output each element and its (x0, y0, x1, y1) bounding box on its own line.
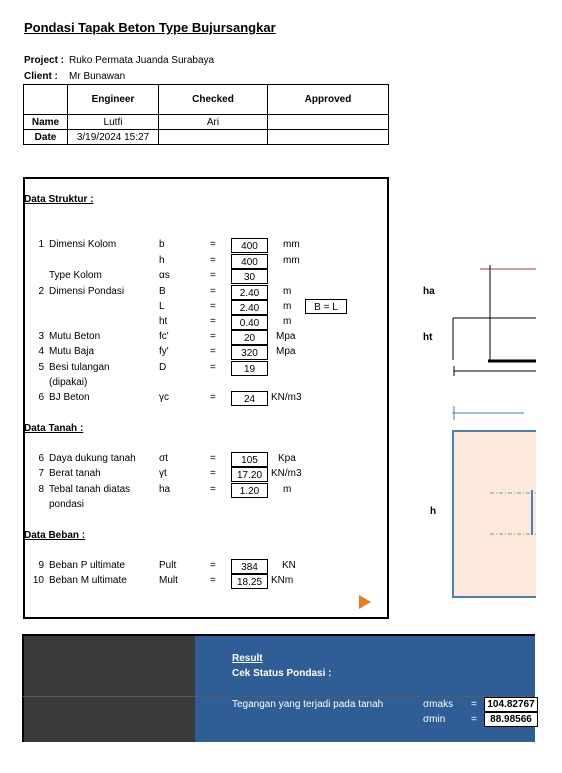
row-value-input[interactable]: 1.20 (231, 483, 268, 498)
row-symbol: αs (159, 270, 170, 281)
page-title: Pondasi Tapak Beton Type Bujursangkar (24, 20, 276, 35)
row-symbol: B (159, 286, 166, 297)
row-unit: KN (282, 560, 296, 571)
row-number: 6 (38, 453, 44, 464)
section-beban: Data Beban : (24, 530, 86, 541)
row-value-input[interactable]: 320 (231, 345, 268, 360)
row-equals: = (210, 560, 216, 571)
row-equals: = (210, 575, 216, 586)
row-unit: KN/m3 (271, 468, 302, 479)
row-unit: Mpa (276, 331, 296, 342)
row-value-input[interactable]: 2.40 (231, 285, 268, 300)
label-ht: ht (423, 332, 433, 343)
row-number: 7 (38, 468, 44, 479)
row-equals: = (210, 484, 216, 495)
result-title: Result (232, 653, 263, 664)
row-equals: = (210, 362, 216, 373)
row-label: Beban P ultimate (49, 560, 125, 571)
row-value-input[interactable]: 18.25 (231, 574, 268, 589)
smax-label: σmaks (423, 699, 454, 710)
footing-diagram (440, 260, 536, 600)
row-unit: m (283, 484, 292, 495)
row-label: Mutu Baja (49, 346, 95, 357)
row-label: Daya dukung tanah (49, 453, 136, 464)
row-equals: = (210, 392, 216, 403)
row-equals: = (210, 239, 216, 250)
client-label: Client : (24, 71, 58, 82)
row-symbol: Pult (159, 560, 177, 571)
row-equals: = (210, 331, 216, 342)
row-unit: Kpa (278, 453, 296, 464)
row-number: 4 (38, 346, 44, 357)
row-label: Dimensi Kolom (49, 239, 117, 250)
row-symbol: fy' (159, 346, 169, 357)
row-number: 10 (32, 575, 44, 586)
section-tanah: Data Tanah : (24, 423, 84, 434)
row-unit: mm (283, 239, 300, 250)
row-equals: = (210, 301, 216, 312)
result-tegangan: Tegangan yang terjadi pada tanah (232, 699, 384, 710)
smin-label: σmin (423, 714, 446, 725)
row-equals: = (210, 453, 216, 464)
row-label: Beban M ultimate (49, 575, 127, 586)
row-unit: KNm (271, 575, 294, 586)
row-number: 3 (38, 331, 44, 342)
row-unit: Mpa (276, 346, 296, 357)
label-h: h (430, 506, 437, 517)
row-symbol: Mult (159, 575, 178, 586)
row-unit: mm (283, 255, 300, 266)
date-label: Date (24, 130, 68, 145)
row-label: Dimensi Pondasi (49, 286, 125, 297)
row-number: 9 (38, 560, 44, 571)
row-label: (dipakai) (49, 377, 88, 388)
label-ha: ha (423, 286, 435, 297)
row-number: 5 (38, 362, 44, 373)
bl-note: B = L (305, 299, 347, 314)
row-number: 8 (38, 484, 44, 495)
row-value-input[interactable]: 105 (231, 452, 268, 467)
row-value-input[interactable]: 17.20 (231, 467, 268, 482)
name-engineer[interactable]: Lutfi (68, 115, 159, 130)
row-symbol: fc' (159, 331, 169, 342)
row-label: Besi tulangan (49, 362, 110, 373)
row-symbol: ht (159, 316, 168, 327)
date-engineer[interactable]: 3/19/2024 15:27 (68, 130, 159, 145)
row-symbol: γt (159, 468, 167, 479)
row-equals: = (210, 316, 216, 327)
row-equals: = (210, 286, 216, 297)
smin-eq: = (471, 714, 477, 725)
project-value[interactable]: Ruko Permata Juanda Surabaya (69, 55, 215, 66)
row-equals: = (210, 270, 216, 281)
row-symbol: h (159, 255, 165, 266)
row-unit: m (283, 301, 292, 312)
header-checked: Checked (159, 85, 268, 115)
row-value-input[interactable]: 19 (231, 361, 268, 376)
row-equals: = (210, 468, 216, 479)
smax-value: 104.82767 (484, 697, 538, 712)
row-label: BJ Beton (49, 392, 90, 403)
row-symbol: b (159, 239, 165, 250)
row-value-input[interactable]: 0.40 (231, 315, 268, 330)
row-value-input[interactable]: 24 (231, 391, 268, 406)
result-left-panel (23, 635, 195, 742)
row-value-input[interactable]: 20 (231, 330, 268, 345)
smin-value: 88.98566 (484, 712, 538, 727)
row-label: pondasi (49, 499, 85, 510)
play-icon[interactable] (359, 595, 371, 609)
row-value-input[interactable]: 384 (231, 559, 268, 574)
project-label: Project : (24, 55, 65, 66)
name-label: Name (24, 115, 68, 130)
row-equals: = (210, 255, 216, 266)
row-value-input[interactable]: 2.40 (231, 300, 268, 315)
row-symbol: σt (159, 453, 168, 464)
row-equals: = (210, 346, 216, 357)
name-checked[interactable]: Ari (159, 115, 268, 130)
result-status: Cek Status Pondasi : (232, 668, 332, 679)
footing-plan (453, 431, 536, 597)
row-number: 1 (38, 239, 44, 250)
header-approved: Approved (268, 85, 389, 115)
row-label: Berat tanah (49, 468, 101, 479)
row-unit: m (283, 286, 292, 297)
smax-eq: = (471, 699, 477, 710)
name-approved[interactable] (268, 115, 389, 130)
date-approved[interactable] (268, 130, 389, 145)
row-label: Tebal tanah diatas (49, 484, 131, 495)
row-value-input[interactable]: 400 (231, 238, 268, 253)
approval-table (23, 84, 389, 145)
approval-corner (24, 85, 68, 115)
row-number: 2 (38, 286, 44, 297)
row-unit: m (283, 316, 292, 327)
row-symbol: D (159, 362, 167, 373)
row-unit: KN/m3 (271, 392, 302, 403)
row-value-input[interactable]: 30 (231, 269, 268, 284)
row-symbol: ha (159, 484, 171, 495)
client-value[interactable]: Mr Bunawan (69, 71, 126, 82)
row-symbol: γc (159, 392, 169, 403)
date-checked[interactable] (159, 130, 268, 145)
row-label: Mutu Beton (49, 331, 101, 342)
header-engineer: Engineer (68, 85, 159, 115)
row-label: Type Kolom (49, 270, 102, 281)
section-struktur: Data Struktur : (24, 194, 94, 205)
row-symbol: L (159, 301, 165, 312)
row-number: 6 (38, 392, 44, 403)
row-value-input[interactable]: 400 (231, 254, 268, 269)
